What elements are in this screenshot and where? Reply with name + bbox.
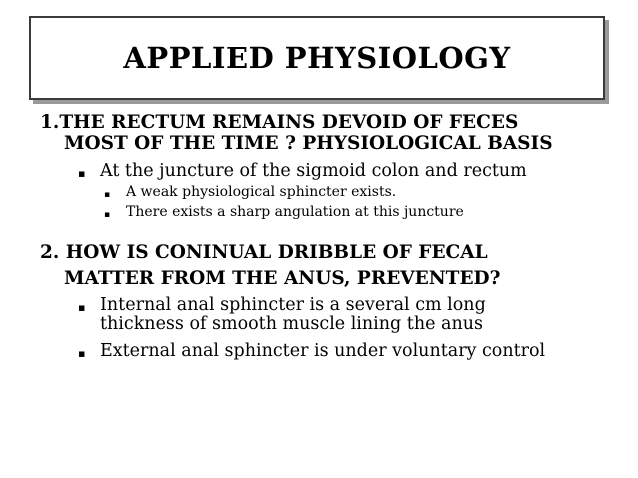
square-bullet-icon: ▪ — [78, 301, 86, 314]
question-1-bullet-text: At the juncture of the sigmoid colon and rectum — [100, 161, 527, 181]
bullet-text-line-1: Internal anal sphincter is a several cm long — [100, 295, 486, 315]
question-1-line-1 — [40, 112, 518, 134]
title-box — [29, 16, 605, 100]
sub-bullet-text: A weak physiological sphincter exists. — [126, 184, 397, 200]
question-2-line-1 — [40, 242, 488, 264]
question-1-line-2: MOST OF THE TIME ? PHYSIOLOGICAL BASIS — [64, 133, 553, 154]
square-bullet-icon: ▪ — [78, 347, 86, 360]
square-bullet-icon: ▪ — [104, 190, 111, 200]
question-2-text-line-1: HOW IS CONINUAL DRIBBLE OF FECAL — [65, 242, 488, 263]
bullet-text-line-1: External anal sphincter is under voluntary control — [100, 341, 546, 361]
bullet-text-line-2: thickness of smooth muscle lining the anus — [100, 314, 483, 334]
question-2-number: 2. — [40, 242, 60, 263]
question-2-line-2: MATTER FROM THE ANUS, PREVENTED? — [64, 268, 501, 289]
square-bullet-icon: ▪ — [78, 167, 86, 180]
slide-title: APPLIED PHYSIOLOGY — [123, 41, 511, 75]
question-1-number: 1. — [40, 112, 60, 133]
square-bullet-icon: ▪ — [104, 210, 111, 220]
sub-bullet-text: There exists a sharp angulation at this juncture — [126, 204, 464, 220]
question-1-text-line-1: THE RECTUM REMAINS DEVOID OF FECES — [59, 112, 519, 133]
